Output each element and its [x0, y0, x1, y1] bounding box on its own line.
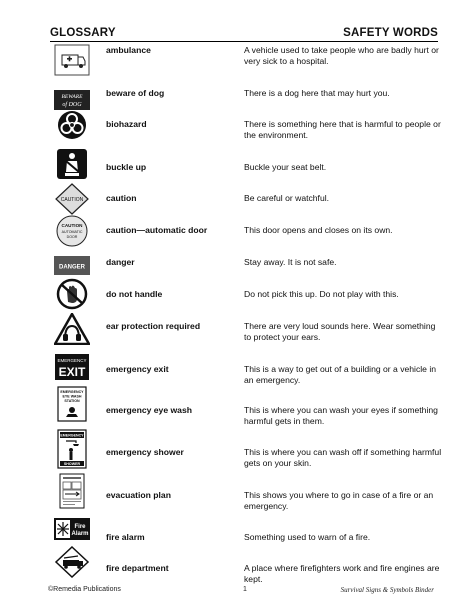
entry-term: caution — [106, 193, 137, 203]
entry-definition: Stay away. It is not safe. — [244, 257, 337, 267]
seat-belt-icon — [54, 148, 90, 180]
entry-term: do not handle — [106, 289, 163, 299]
biohazard-icon — [54, 109, 90, 141]
page-header — [50, 27, 438, 42]
entry-term: emergency shower — [106, 447, 184, 457]
entry-term: fire alarm — [106, 532, 145, 542]
entry-term: beware of dog — [106, 88, 165, 98]
eye-wash-station-sign — [54, 386, 90, 422]
footer-book-title: Survival Signs & Symbols Binder — [340, 586, 434, 594]
entry-definition: Something used to warn of a fire. — [244, 532, 371, 542]
evacuation-plan-map — [54, 473, 90, 509]
caution-automatic-door-sign — [54, 215, 90, 247]
entry-term: danger — [106, 257, 135, 267]
entry-definition: Be careful or watchful. — [244, 193, 330, 203]
beware-sign-line2: of DOG — [62, 102, 82, 108]
shower-sign-top: EMERGENCY — [60, 433, 84, 438]
entry-term: evacuation plan — [106, 490, 171, 500]
ambulance-icon — [54, 44, 90, 76]
exit-sign-big-text: EXIT — [58, 365, 86, 379]
fire-alarm-sign — [54, 517, 90, 541]
entry-definition: There is a dog here that may hurt you. — [244, 88, 390, 98]
entry-term: caution—automatic door — [106, 225, 208, 235]
entry-definition: A vehicle used to take people who are badly hurt or very sick to a hospital. — [244, 45, 439, 66]
do-not-handle-icon — [54, 278, 90, 310]
ear-protection-icon — [54, 313, 90, 345]
caution-sign-text: CAUTION — [60, 197, 84, 203]
caution-auto-line2: AUTOMATIC — [61, 230, 83, 234]
entry-definition: There is something here that is harmful to people or the environment. — [244, 119, 441, 140]
emergency-exit-sign — [54, 352, 90, 384]
emergency-shower-sign — [54, 429, 90, 469]
shower-sign-bottom: SHOWER — [63, 462, 81, 466]
entry-definition: This shows you where to go in case of a fire or an emergency. — [244, 490, 434, 511]
entry-term: ear protection required — [106, 321, 201, 331]
entry-term: emergency eye wash — [106, 405, 192, 415]
fire-truck-icon — [54, 546, 90, 578]
eyewash-line1: EMERGENCY — [60, 390, 84, 394]
safety-words-heading: SAFETY WORDS — [343, 27, 438, 39]
entry-definition: This is where you can wash your eyes if something harmful gets in them. — [244, 405, 438, 426]
entry-term: ambulance — [106, 45, 151, 55]
eyewash-line3: STATION — [64, 399, 80, 403]
fire-alarm-line2: Alarm — [71, 531, 89, 537]
beware-sign-line1: BEWARE — [61, 94, 83, 100]
footer-publisher: ©Remedia Publications — [48, 586, 121, 593]
eyewash-line2: EYE WASH — [62, 394, 82, 399]
entry-definition: Do not pick this up. Do not play with this. — [244, 289, 399, 299]
fire-alarm-line1: Fire — [74, 524, 86, 530]
glossary-heading: GLOSSARY — [50, 27, 116, 39]
entry-definition: Buckle your seat belt. — [244, 162, 327, 172]
entry-term: biohazard — [106, 119, 147, 129]
entry-term: fire department — [106, 563, 169, 573]
entry-definition: This door opens and closes on its own. — [244, 225, 393, 235]
entry-definition: This is a way to get out of a building or a vehicle in an emergency. — [244, 364, 437, 385]
entry-definition: This is where you can wash off if something harmful gets on your skin. — [244, 447, 442, 468]
caution-auto-line3: DOOR — [66, 235, 78, 239]
danger-sign-text: DANGER — [58, 264, 86, 271]
caution-sign — [54, 183, 90, 215]
entry-term: emergency exit — [106, 364, 169, 374]
entry-definition: There are very loud sounds here. Wear something to protect your ears. — [244, 321, 436, 342]
caution-auto-line1: CAUTION — [61, 223, 83, 228]
exit-sign-small-text: EMERGENCY — [57, 358, 87, 363]
entry-term: buckle up — [106, 162, 147, 172]
footer-page-number: 1 — [243, 586, 247, 593]
entry-definition: A place where firefighters work and fire engines are kept. — [244, 563, 440, 584]
